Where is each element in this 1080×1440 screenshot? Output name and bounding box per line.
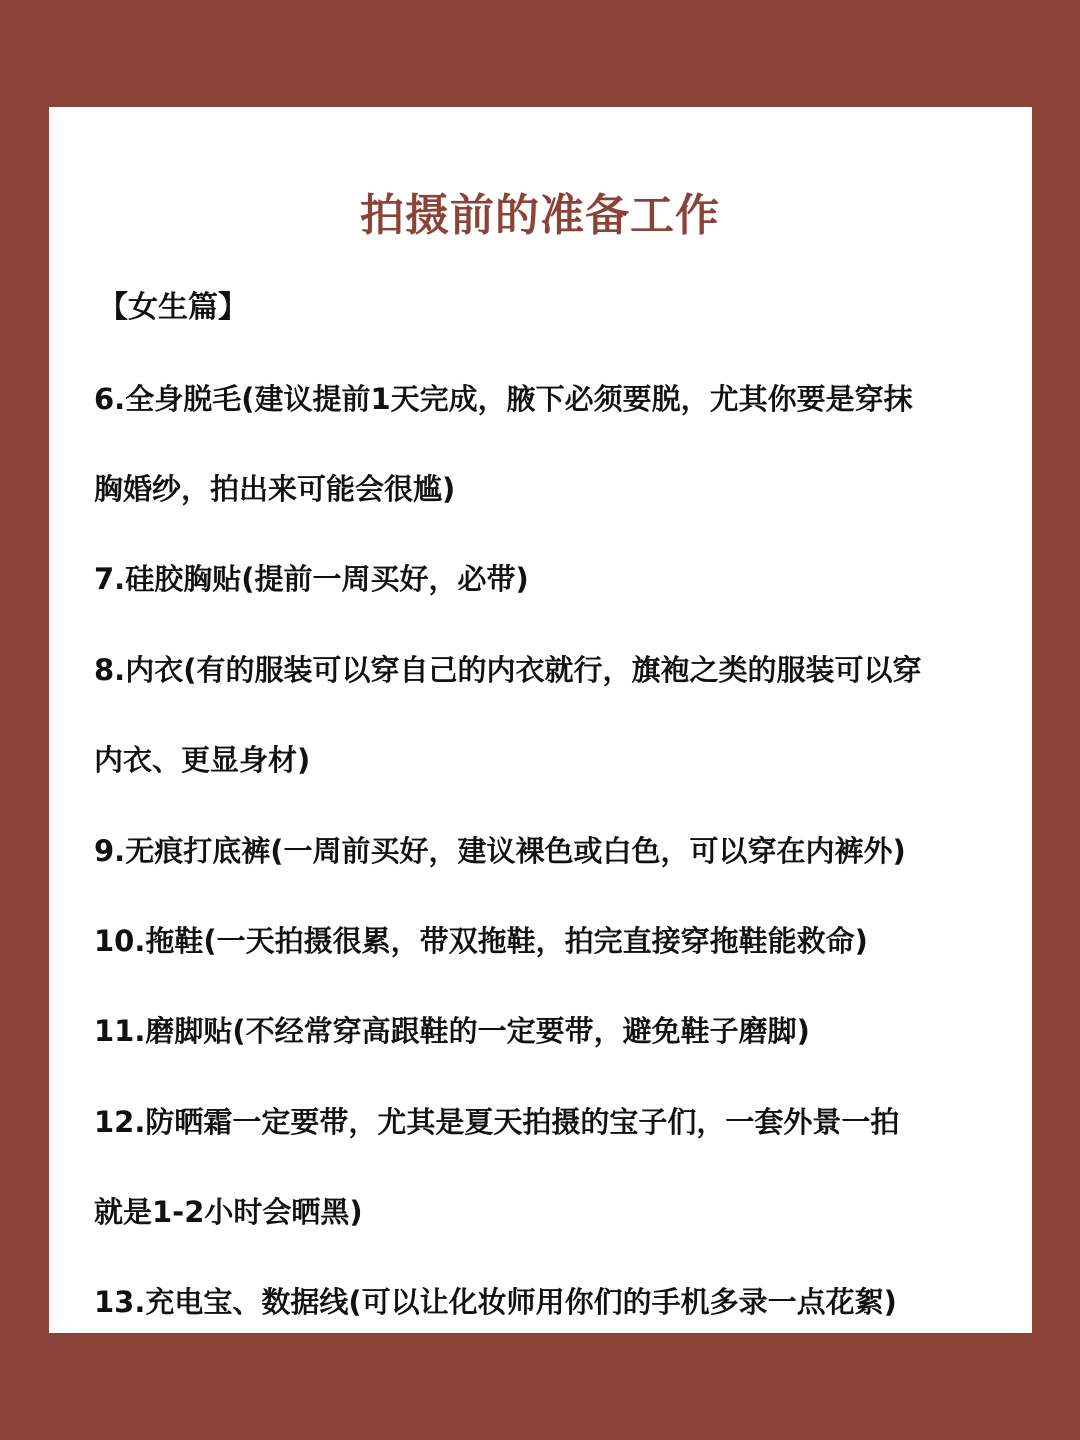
- list-item-12-line-2: 就是1-2小时会晒黑): [94, 1195, 363, 1229]
- section-heading: 【女生篇】: [98, 290, 248, 325]
- list-item-11: 11.磨脚贴(不经常穿高跟鞋的一定要带，避免鞋子磨脚): [94, 1014, 810, 1048]
- list-item-6-line-2: 胸婚纱，拍出来可能会很尴): [94, 472, 456, 506]
- list-item-10: 10.拖鞋(一天拍摄很累，带双拖鞋，拍完直接穿拖鞋能救命): [94, 924, 868, 958]
- list-item-7: 7.硅胶胸贴(提前一周买好，必带): [94, 562, 529, 596]
- list-item-9: 9.无痕打底裤(一周前买好，建议裸色或白色，可以穿在内裤外): [94, 834, 906, 868]
- page-title: 拍摄前的准备工作: [360, 190, 720, 241]
- list-item-6-line-1: 6.全身脱毛(建议提前1天完成，腋下必须要脱，尤其你要是穿抹: [94, 382, 913, 416]
- list-item-12-line-1: 12.防晒霜一定要带，尤其是夏天拍摄的宝子们，一套外景一拍: [94, 1105, 900, 1139]
- list-item-8-line-1: 8.内衣(有的服装可以穿自己的内衣就行，旗袍之类的服装可以穿: [94, 653, 922, 687]
- list-item-8-line-2: 内衣、更显身材): [94, 743, 311, 777]
- list-item-13: 13.充电宝、数据线(可以让化妆师用你们的手机多录一点花絮): [94, 1285, 897, 1319]
